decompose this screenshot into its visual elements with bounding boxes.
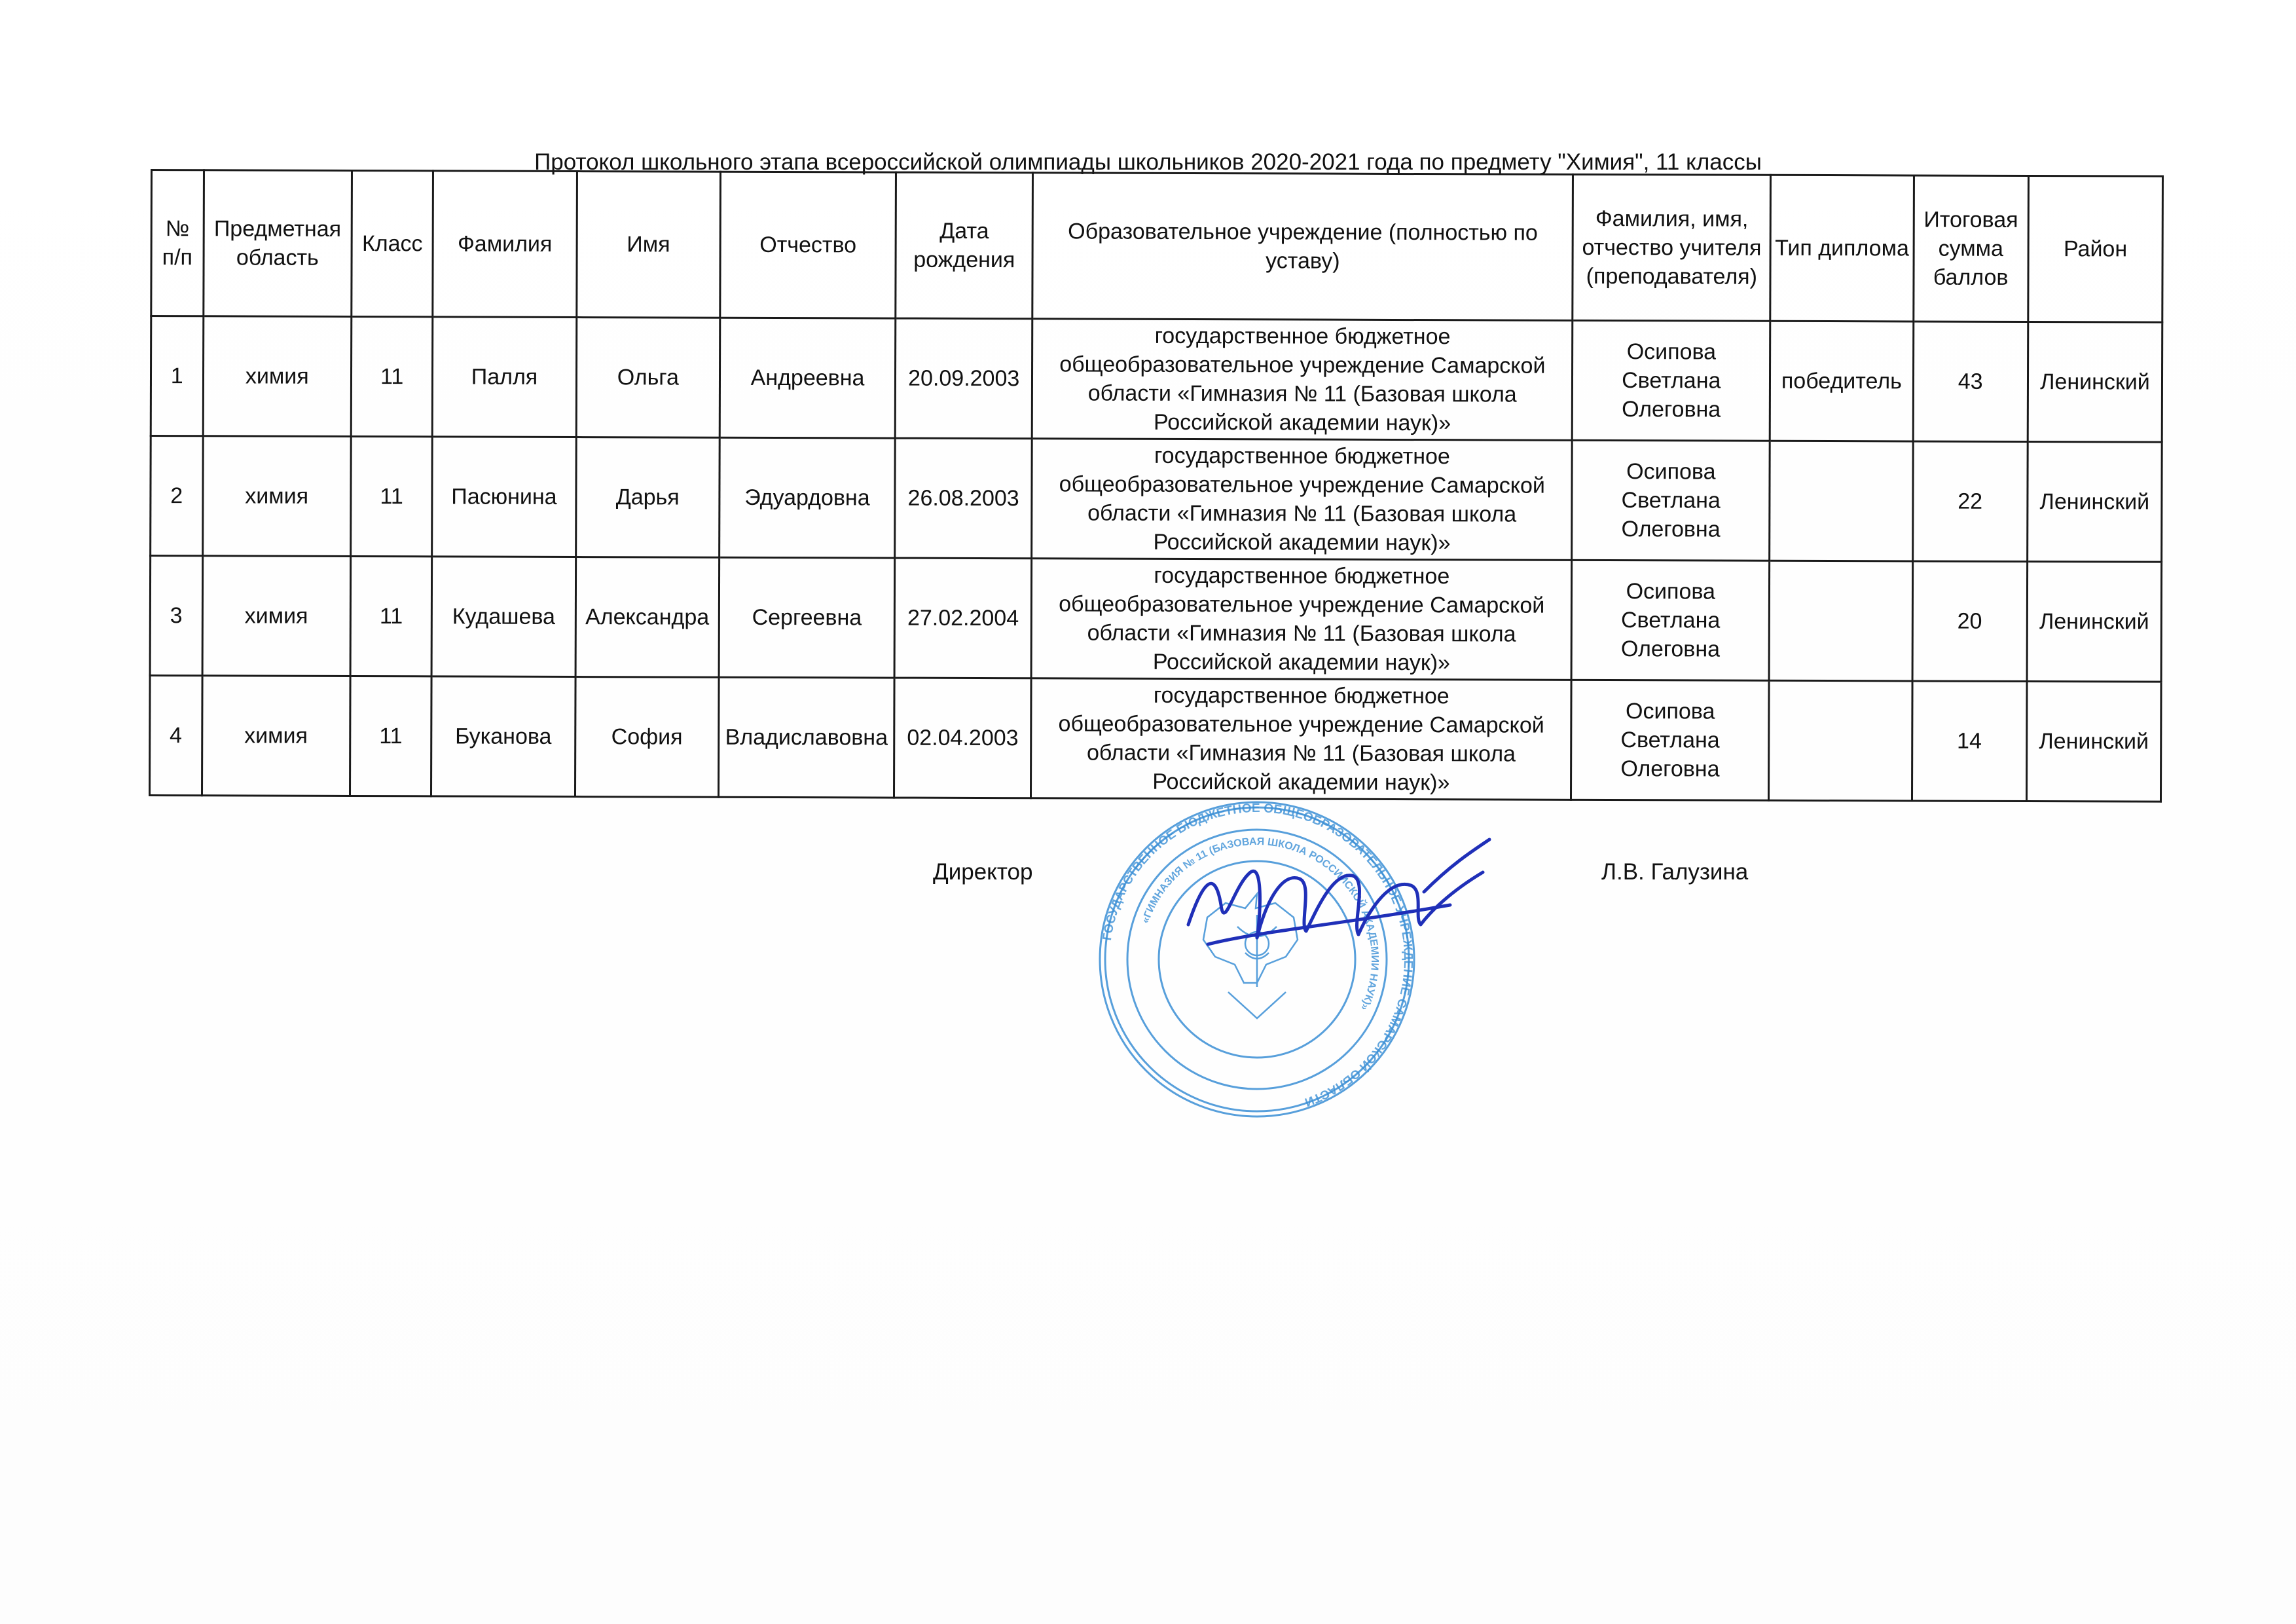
cell-subject: химия — [202, 556, 351, 676]
cell-num: 4 — [149, 676, 202, 796]
table-row — [150, 556, 2162, 682]
cell-name: София — [575, 677, 719, 798]
table-row — [151, 316, 2162, 443]
cell-patronymic: Андреевна — [720, 318, 896, 438]
table-row — [149, 676, 2161, 802]
cell-patronymic: Владиславовна — [718, 677, 894, 798]
cell-school: государственное бюджетное общеобразовательное учреждение Самарской области «Гимназия № 11 (Базовая школа Российской академии наук)» — [1032, 439, 1573, 561]
cell-school: государственное бюджетное общеобразовательное учреждение Самарской области «Гимназия № 11 (Базовая школа Российской академии наук)» — [1031, 559, 1572, 680]
cell-subject: химия — [203, 316, 352, 437]
cell-score: 22 — [1912, 441, 2028, 562]
header-teacher: Фамилия, имя, отчество учителя (преподавателя) — [1573, 174, 1771, 321]
header-name: Имя — [576, 172, 720, 318]
cell-subject: химия — [202, 436, 351, 557]
cell-birth-date: 27.02.2004 — [894, 558, 1032, 678]
cell-diploma — [1769, 680, 1912, 801]
header-subject: Предметная область — [203, 170, 352, 317]
cell-name: Ольга — [576, 318, 720, 438]
cell-name: Александра — [575, 557, 720, 678]
cell-patronymic: Сергеевна — [719, 557, 895, 678]
director-label: Директор — [933, 859, 1033, 885]
cell-district: Ленинский — [2027, 562, 2162, 682]
header-grade: Класс — [352, 170, 433, 316]
header-score: Итоговая сумма баллов — [1913, 175, 2028, 322]
header-num: № п/п — [151, 170, 204, 316]
cell-grade: 11 — [350, 556, 432, 676]
table-row — [151, 436, 2162, 563]
cell-score: 43 — [1913, 322, 2028, 442]
document-title: Протокол школьного этапа всероссийской олимпиады школьников 2020-2021 года по предмету "Химия", 11 классы — [534, 149, 1762, 175]
cell-birth-date: 20.09.2003 — [895, 318, 1032, 439]
protocol-table — [149, 169, 2164, 803]
director-name: Л.В. Галузина — [1601, 859, 1749, 885]
cell-num: 1 — [151, 316, 203, 436]
cell-score: 14 — [1912, 681, 2027, 802]
cell-district: Ленинский — [2028, 322, 2162, 443]
cell-teacher: Осипова Светлана Олеговна — [1571, 680, 1769, 800]
header-school: Образовательное учреждение (полностью по уставу) — [1032, 173, 1573, 321]
cell-grade: 11 — [351, 316, 433, 436]
cell-teacher: Осипова Светлана Олеговна — [1572, 440, 1770, 561]
cell-subject: химия — [202, 676, 350, 796]
header-district: Район — [2028, 176, 2163, 323]
cell-num: 2 — [151, 436, 203, 556]
cell-district: Ленинский — [2026, 682, 2161, 802]
stamp-outer-text: ГОСУДАРСТВЕННОЕ БЮДЖЕТНОЕ ОБЩЕОБРАЗОВАТЕЛЬНОЕ УЧРЕЖДЕНИЕ САМАРСКОЙ ОБЛАСТИ — [1100, 801, 1415, 1109]
stamp-inner-text: «ГИМНАЗИЯ № 11 (БАЗОВАЯ ШКОЛА РОССИЙСКОЙ АКАДЕМИИ НАУК)» — [1140, 836, 1381, 1012]
cell-teacher: Осипова Светлана Олеговна — [1571, 560, 1769, 680]
cell-grade: 11 — [351, 436, 433, 556]
cell-diploma — [1770, 441, 1913, 561]
cell-grade: 11 — [350, 676, 431, 796]
cell-school: государственное бюджетное общеобразовательное учреждение Самарской области «Гимназия № 11 (Базовая школа Российской академии наук)» — [1032, 319, 1573, 441]
header-patronymic: Отчество — [720, 172, 896, 318]
cell-patronymic: Эдуардовна — [720, 437, 896, 558]
header-birth-date: Дата рождения — [896, 172, 1033, 319]
cell-district: Ленинский — [2028, 442, 2162, 563]
cell-birth-date: 26.08.2003 — [895, 438, 1032, 559]
cell-surname: Палля — [433, 317, 577, 437]
table-header-row — [151, 170, 2163, 323]
handwritten-signature — [1142, 826, 1496, 977]
cell-name: Дарья — [575, 437, 720, 558]
cell-score: 20 — [1912, 561, 2028, 682]
cell-surname: Буканова — [431, 676, 575, 797]
cell-diploma — [1769, 561, 1912, 681]
cell-teacher: Осипова Светлана Олеговна — [1573, 320, 1770, 441]
cell-birth-date: 02.04.2003 — [894, 678, 1032, 798]
cell-surname: Пасюнина — [432, 437, 576, 557]
cell-school: государственное бюджетное общеобразовательное учреждение Самарской области «Гимназия № 11 (Базовая школа Российской академии наук)» — [1031, 678, 1572, 800]
cell-surname: Кудашева — [431, 557, 575, 677]
cell-diploma: победитель — [1770, 321, 1913, 441]
header-surname: Фамилия — [433, 171, 577, 318]
cell-num: 3 — [150, 556, 202, 676]
header-diploma: Тип диплома — [1770, 175, 1914, 322]
